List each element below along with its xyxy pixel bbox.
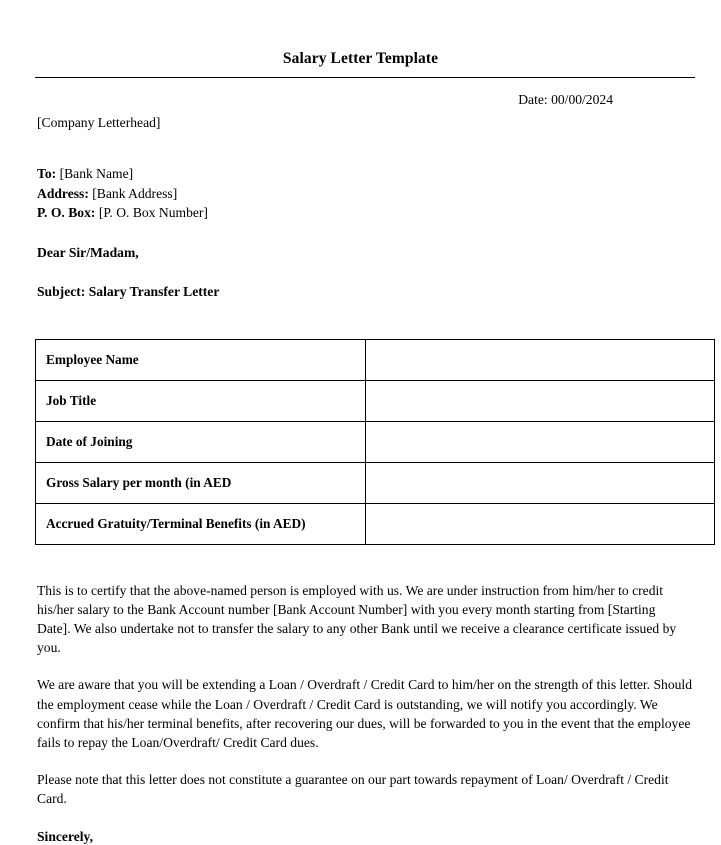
recipient-pobox-label: P. O. Box: xyxy=(37,205,96,220)
table-value-job-title[interactable] xyxy=(366,380,715,421)
recipient-address-label: Address: xyxy=(37,185,89,201)
recipient-to-line xyxy=(37,164,692,184)
document-body xyxy=(0,91,721,845)
table-row xyxy=(36,503,715,544)
recipient-to-value: [Bank Name] xyxy=(59,166,134,181)
table-row xyxy=(36,380,715,421)
company-letterhead: [Company Letterhead] xyxy=(37,115,161,130)
table-value-employee-name[interactable] xyxy=(366,339,715,380)
recipient-pobox-value: [P. O. Box Number] xyxy=(98,205,208,220)
paragraph-certification: This is to certify that the above-named person is employed with us. We are under instruction from him/her to credit his/her salary to the Bank Account number [Bank Account Number] with you every month starting from [Starting Date]. We also undertake not to transfer the salary to any other Bank until we receive a clearance certificate issued by you. xyxy=(37,582,677,656)
table-row xyxy=(36,339,715,380)
paragraph-loan-terms: We are aware that you will be extending a Loan / Overdraft / Credit Card to him/her on the strength of this letter. Should the employment cease while the Loan / Overdraft / Credit Card is outstanding, we will notify you accordingly. We confirm that his/her terminal benefits, after recovering our dues, will be forwarded to you in the event that the employee fails to repay the Loan/Overdraft/ Credit Card dues. xyxy=(37,677,693,750)
closing-line: Sincerely, xyxy=(37,828,94,844)
table-label-date-of-joining: Date of Joining xyxy=(36,421,366,462)
table-label-employee-name: Employee Name xyxy=(36,339,366,380)
page-title: Salary Letter Template xyxy=(282,50,439,67)
paragraph-no-guarantee: Please note that this letter does not constitute a guarantee on our part towards repayment of Loan/ Overdraft / Credit Card. xyxy=(37,772,669,807)
recipient-address-value: [Bank Address] xyxy=(92,185,178,201)
table-row xyxy=(36,462,715,503)
table-body xyxy=(36,339,715,544)
recipient-block xyxy=(37,164,692,223)
table-label-accrued-gratuity: Accrued Gratuity/Terminal Benefits (in AED) xyxy=(36,503,366,544)
recipient-to-label: To: xyxy=(37,166,57,181)
table-value-accrued-gratuity[interactable] xyxy=(366,503,715,544)
table-value-gross-salary[interactable] xyxy=(366,462,715,503)
salutation: Dear Sir/Madam, xyxy=(37,244,139,260)
recipient-address-line xyxy=(37,184,692,204)
table-value-date-of-joining[interactable] xyxy=(366,421,715,462)
employee-details-table xyxy=(35,339,715,545)
table-label-gross-salary: Gross Salary per month (in AED xyxy=(36,462,366,503)
table-label-job-title: Job Title xyxy=(36,380,366,421)
table-row xyxy=(36,421,715,462)
title-divider xyxy=(35,77,695,78)
recipient-pobox-line xyxy=(37,203,692,223)
subject-line: Subject: Salary Transfer Letter xyxy=(37,283,220,299)
date-line: Date: 00/00/2024 xyxy=(518,92,613,107)
